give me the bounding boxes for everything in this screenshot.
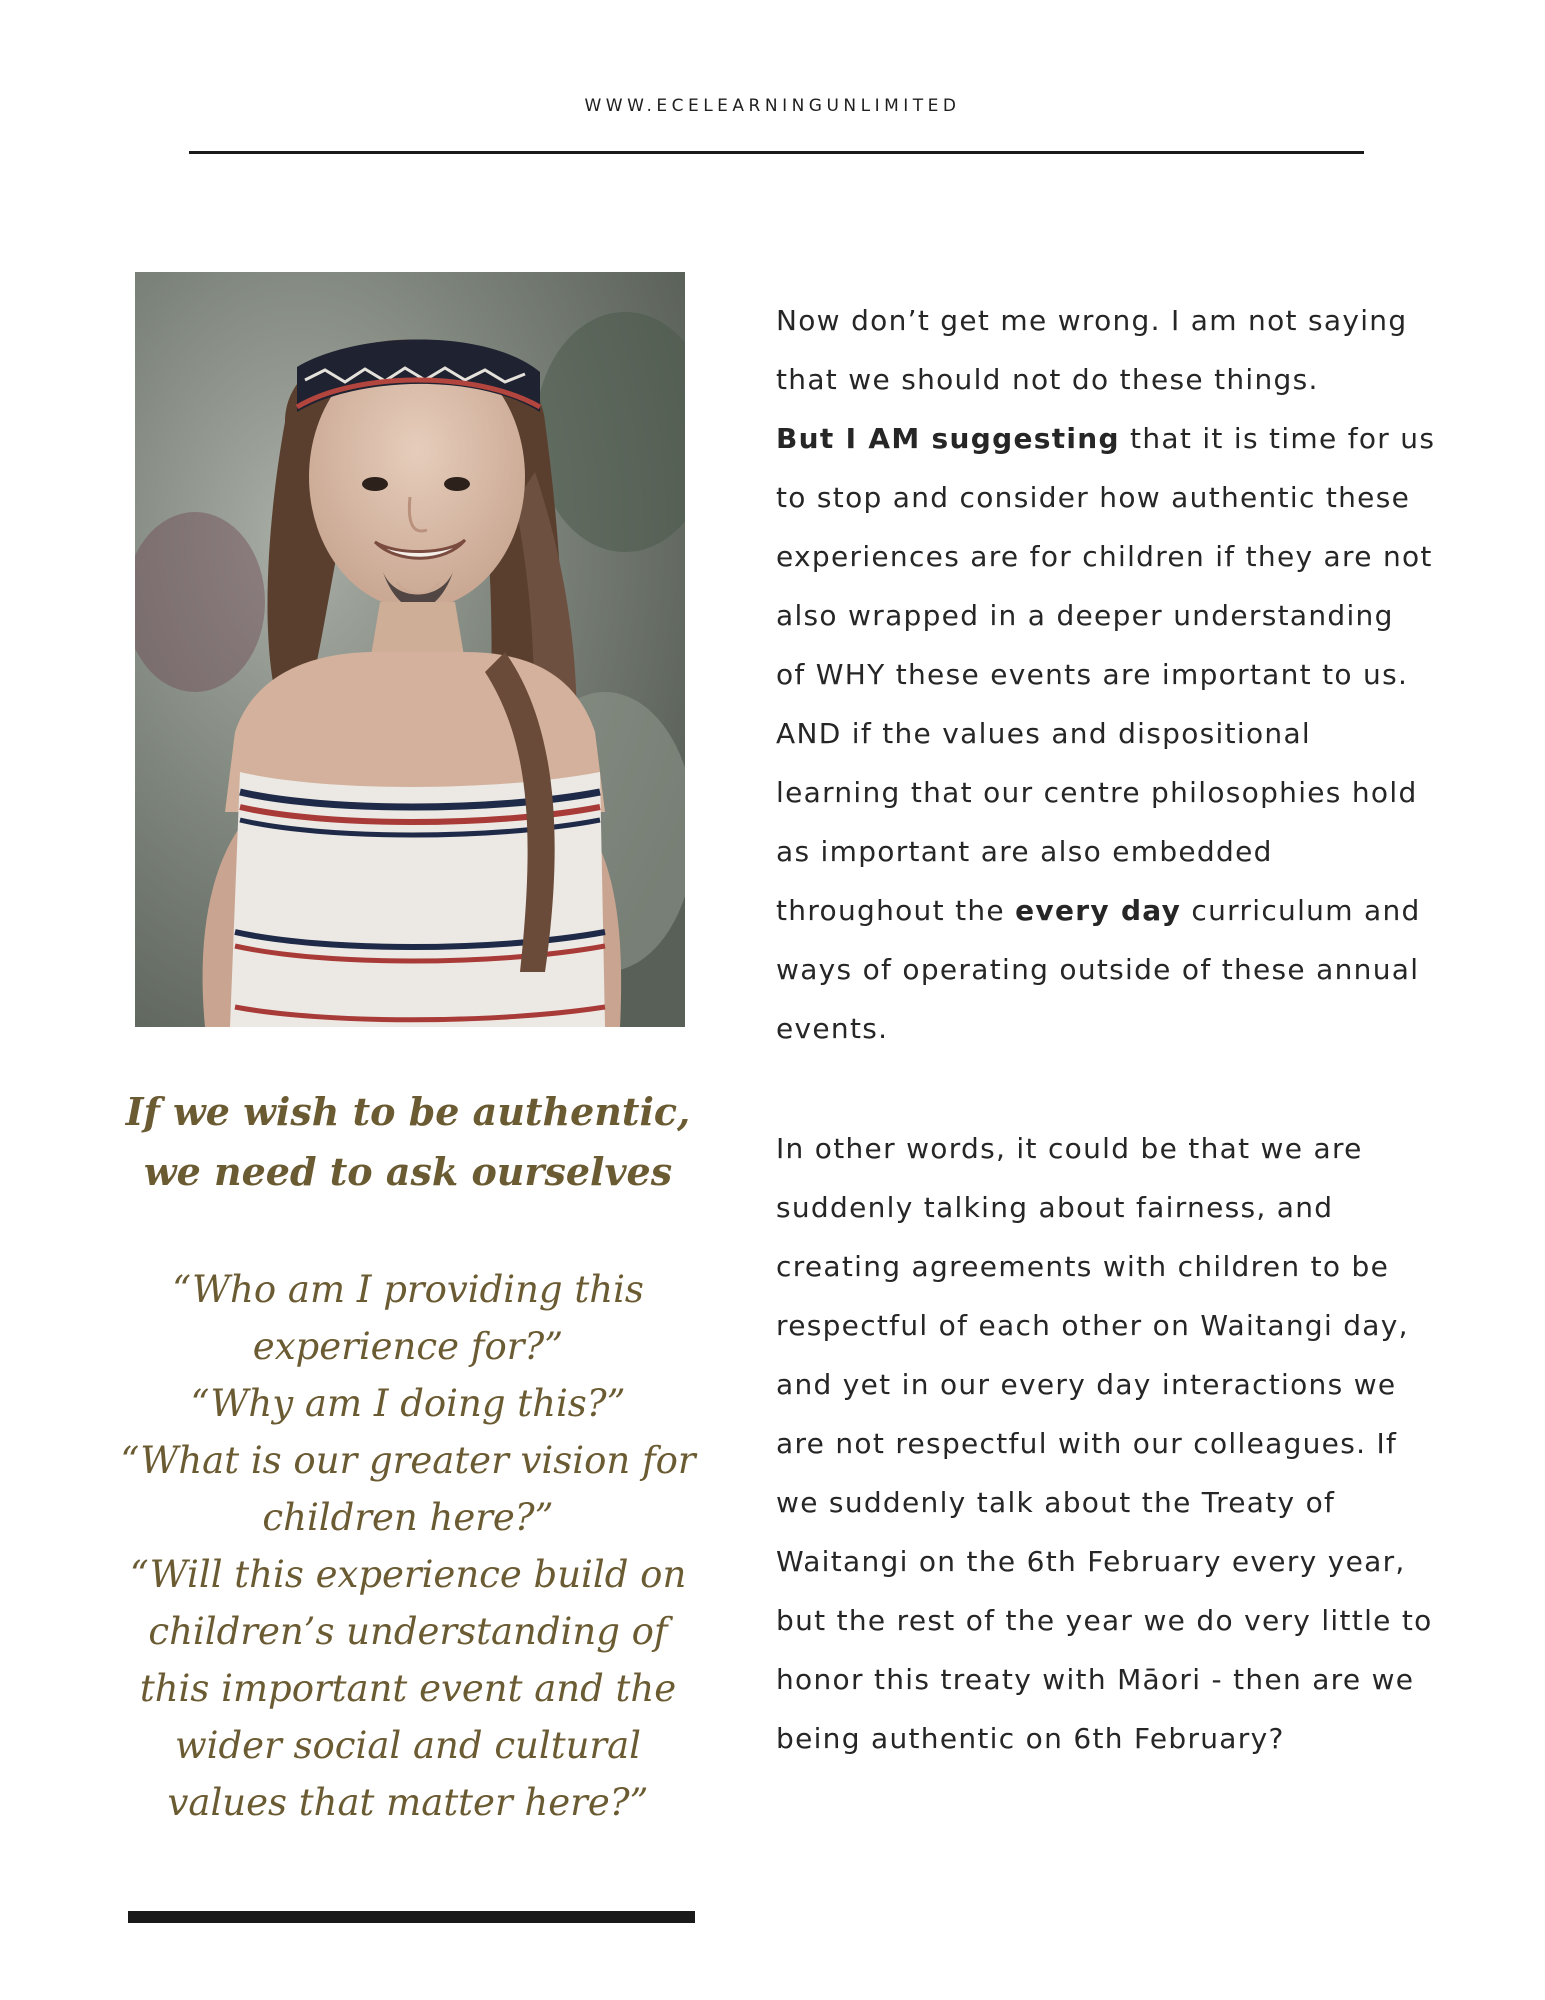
question-line: “What is our greater vision for [120, 1439, 696, 1482]
paragraph-in-other-words [776, 1119, 1516, 1768]
child-portrait-photo [135, 272, 685, 1027]
question-line: “Why am I doing this?” [190, 1382, 626, 1425]
pull-quote-heading [118, 1082, 698, 1202]
text-line: Waitangi on the 6th February every year, [776, 1545, 1406, 1578]
paragraph-authenticity [776, 291, 1516, 1058]
text-line: creating agreements with children to be [776, 1250, 1390, 1283]
text-line: events. [776, 1012, 889, 1045]
text-line: honor this treaty with Māori - then are we [776, 1663, 1415, 1696]
question-line: this important event and the [139, 1667, 677, 1710]
pull-quote-heading-line: we need to ask ourselves [143, 1149, 673, 1194]
text-line: are not respectful with our colleagues. If [776, 1427, 1398, 1460]
text-line: respectful of each other on Waitangi day, [776, 1309, 1409, 1342]
text-line: also wrapped in a deeper understanding [776, 599, 1394, 632]
text-line: In other words, it could be that we are [776, 1132, 1363, 1165]
text-line: of WHY these events are important to us. [776, 658, 1409, 691]
pull-quote-heading-line: If we wish to be authentic, [125, 1089, 691, 1134]
text-line: being authentic on 6th February? [776, 1722, 1285, 1755]
question-line: children here?” [262, 1496, 554, 1539]
text-line [776, 409, 1516, 468]
text-line: we suddenly talk about the Treaty of [776, 1486, 1336, 1519]
question-line: children’s understanding of [148, 1610, 668, 1653]
site-url: WWW.ECELEARNINGUNLIMITED [584, 96, 961, 116]
question-line: wider social and cultural [174, 1724, 641, 1767]
text-line: and yet in our every day interactions we [776, 1368, 1397, 1401]
text-run: throughout the [776, 894, 1016, 927]
question-line: values that matter here?” [167, 1781, 649, 1824]
text-line: Now don’t get me wrong. I am not saying [776, 304, 1408, 337]
text-line: experiences are for children if they are not [776, 540, 1433, 573]
text-run: that it is time for us [1119, 422, 1436, 455]
text-line: AND if the values and dispositional [776, 717, 1311, 750]
footer-divider [128, 1911, 695, 1923]
reflection-questions [112, 1261, 704, 1831]
emphasis-text: every day [1015, 894, 1182, 927]
text-line: learning that our centre philosophies hold [776, 776, 1418, 809]
text-line: as important are also embedded [776, 835, 1273, 868]
text-line: but the rest of the year we do very little to [776, 1604, 1433, 1637]
text-line: to stop and consider how authentic these [776, 481, 1411, 514]
emphasis-text: But I AM suggesting [776, 422, 1120, 455]
text-line: suddenly talking about fairness, and [776, 1191, 1334, 1224]
text-line: that we should not do these things. [776, 363, 1319, 396]
question-line: “Will this experience build on [129, 1553, 687, 1596]
question-line: experience for?” [252, 1325, 564, 1368]
question-line: “Who am I providing this [172, 1268, 644, 1311]
header-divider [189, 151, 1364, 154]
text-run: curriculum and [1181, 894, 1421, 927]
text-line: ways of operating outside of these annual [776, 953, 1420, 986]
text-line [776, 881, 1516, 940]
